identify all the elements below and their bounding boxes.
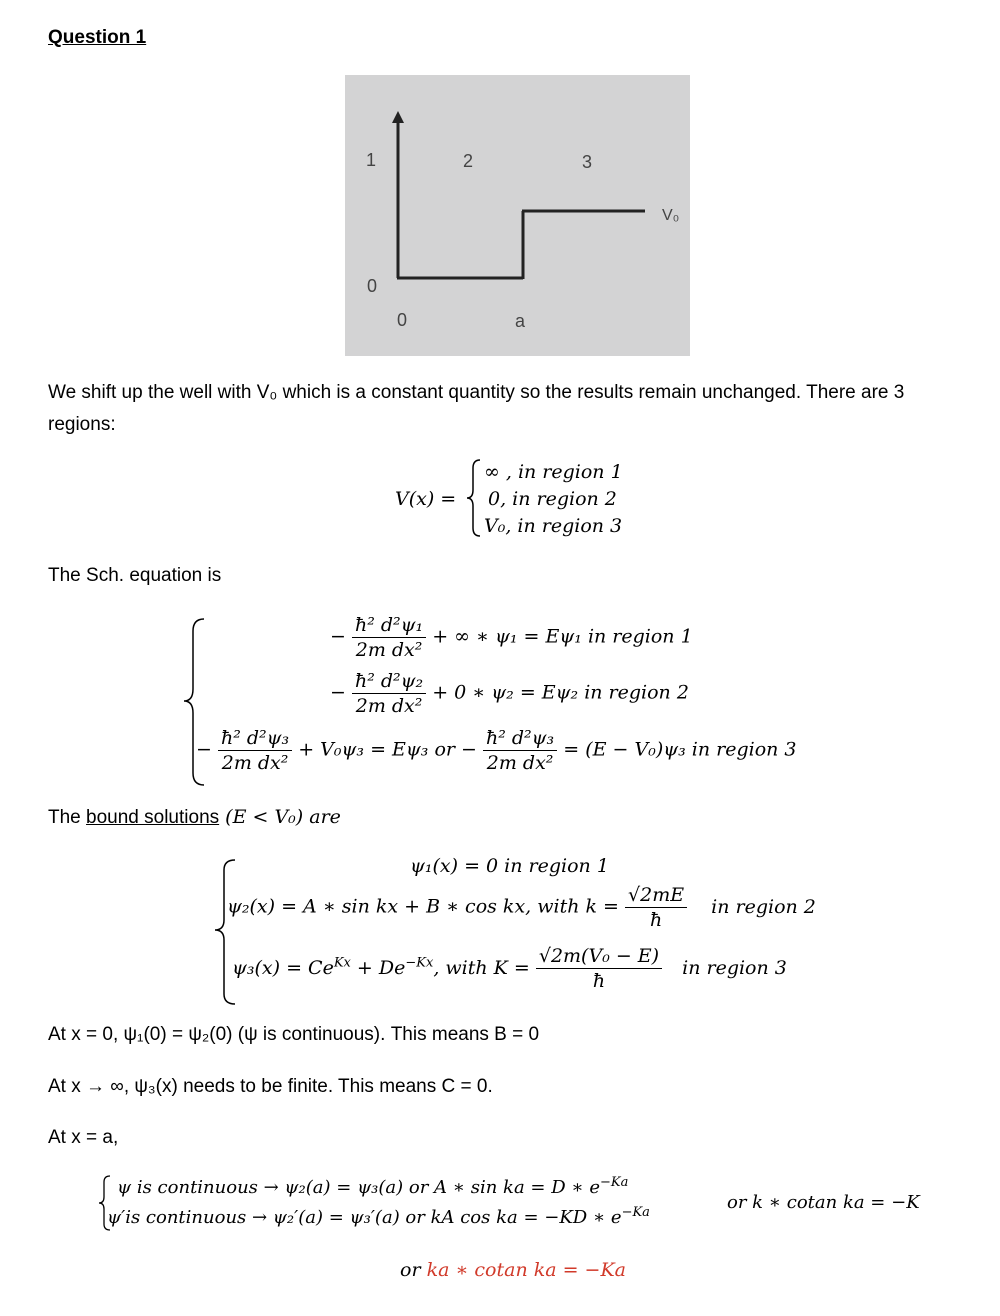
potential-lhs: V(x) = <box>395 488 457 510</box>
bound-psi1: ψ₁(x) = 0 in region 1 <box>410 855 609 877</box>
question-heading: Question 1 <box>48 27 147 48</box>
bound-psi2: ψ₂(x) = A ∗ sin kx + B ∗ cos kx, with k = $\frac{√2mE}{ħ}$ in region 2 <box>227 884 816 931</box>
final-highlight-line: or ka ∗ cotan ka = −Ka <box>400 1259 626 1281</box>
sch-eq-3: − $\frac{\text{ħ² d²ψ₃}}{\text{2m dx²}}$ + V₀ψ₃ = Eψ₃ or − $\frac{\text{ħ² d²ψ₃}}{\text{2m dx²}}$ = (E − V₀)ψ₃ in region 3 <box>196 727 797 774</box>
potential-region-3: V₀, in region 3 <box>484 515 623 537</box>
sch-eq-1: − $\frac{\text{ħ² d²ψ₁}}{\text{2m dx²}}$ + ∞ ∗ ψ₁ = Eψ₁ in region 1 <box>330 614 693 661</box>
condition-infinity: At x → ∞, ψ₃(x) needs to be finite. This means C = 0. <box>48 1076 493 1097</box>
final-side-result: or k ∗ cotan ka = −K <box>727 1192 920 1213</box>
label-x-zero: 0 <box>397 310 408 330</box>
bound-psi2-fraction: $\frac{√2mE}{ħ}$ <box>625 884 687 931</box>
label-region-1: 1 <box>366 150 377 170</box>
final-highlight-result: ka ∗ cotan ka = −Ka <box>426 1259 626 1281</box>
bound-psi3-fraction: $\frac{\text{√2m(V₀ − E)}}{ħ}$ <box>536 945 662 992</box>
label-region-3: 3 <box>582 152 593 172</box>
sch-eq-3-fraction-b: $\frac{\text{ħ² d²ψ₃}}{\text{2m dx²}}$ <box>483 727 557 774</box>
sch-eq-3-fraction-a: $\frac{\text{ħ² d²ψ₃}}{\text{2m dx²}}$ <box>218 727 292 774</box>
potential-region-1: ∞ , in region 1 <box>484 461 623 483</box>
label-x-a: a <box>515 311 526 331</box>
final-line-2: ψ′is continuous → ψ₂′(a) = ψ₃′(a) or kA cos ka = −KD ∗ $e^{-Ka}$ <box>107 1205 650 1228</box>
final-line-1: ψ is continuous → ψ₂(a) = ψ₃(a) or A ∗ sin ka = D ∗ $e^{-Ka}$ <box>117 1175 629 1198</box>
bound-solutions-link: bound solutions <box>86 807 220 828</box>
sch-eq-1-fraction: $\frac{\text{ħ² d²ψ₁}}{\text{2m dx²}}$ <box>352 614 426 661</box>
sch-eq-2: − $\frac{\text{ħ² d²ψ₂}}{\text{2m dx²}}$ + 0 ∗ ψ₂ = Eψ₂ in region 2 <box>330 670 689 717</box>
condition-xa: At x = a, <box>48 1127 119 1148</box>
label-y-zero: 0 <box>367 276 378 296</box>
potential-brace <box>464 458 484 538</box>
intro-paragraph-line-1: We shift up the well with V₀ which is a constant quantity so the results remain unchanged. There are 3 <box>48 382 905 403</box>
condition-x0: At x = 0, ψ₁(0) = ψ₂(0) (ψ is continuous). This means B = 0 <box>48 1024 540 1045</box>
label-region-2: 2 <box>463 151 474 171</box>
intro-paragraph-line-2: regions: <box>48 414 116 435</box>
label-v0: V₀ <box>662 207 680 224</box>
sch-intro: The Sch. equation is <box>48 565 222 586</box>
potential-well-figure <box>345 75 690 356</box>
sch-eq-2-fraction: $\frac{\text{ħ² d²ψ₂}}{\text{2m dx²}}$ <box>352 670 426 717</box>
potential-region-2: 0, in region 2 <box>488 488 617 510</box>
axis-arrow-icon <box>392 111 404 123</box>
bound-intro: The bound solutions (E < V₀) are <box>48 806 341 828</box>
bound-psi3: $\psi_3(x) = Ce^{Kx} + De^{-Kx}$, with K = $\frac{\text{√2m(V₀ − E)}}{ħ}$ in region 3 <box>232 945 787 992</box>
